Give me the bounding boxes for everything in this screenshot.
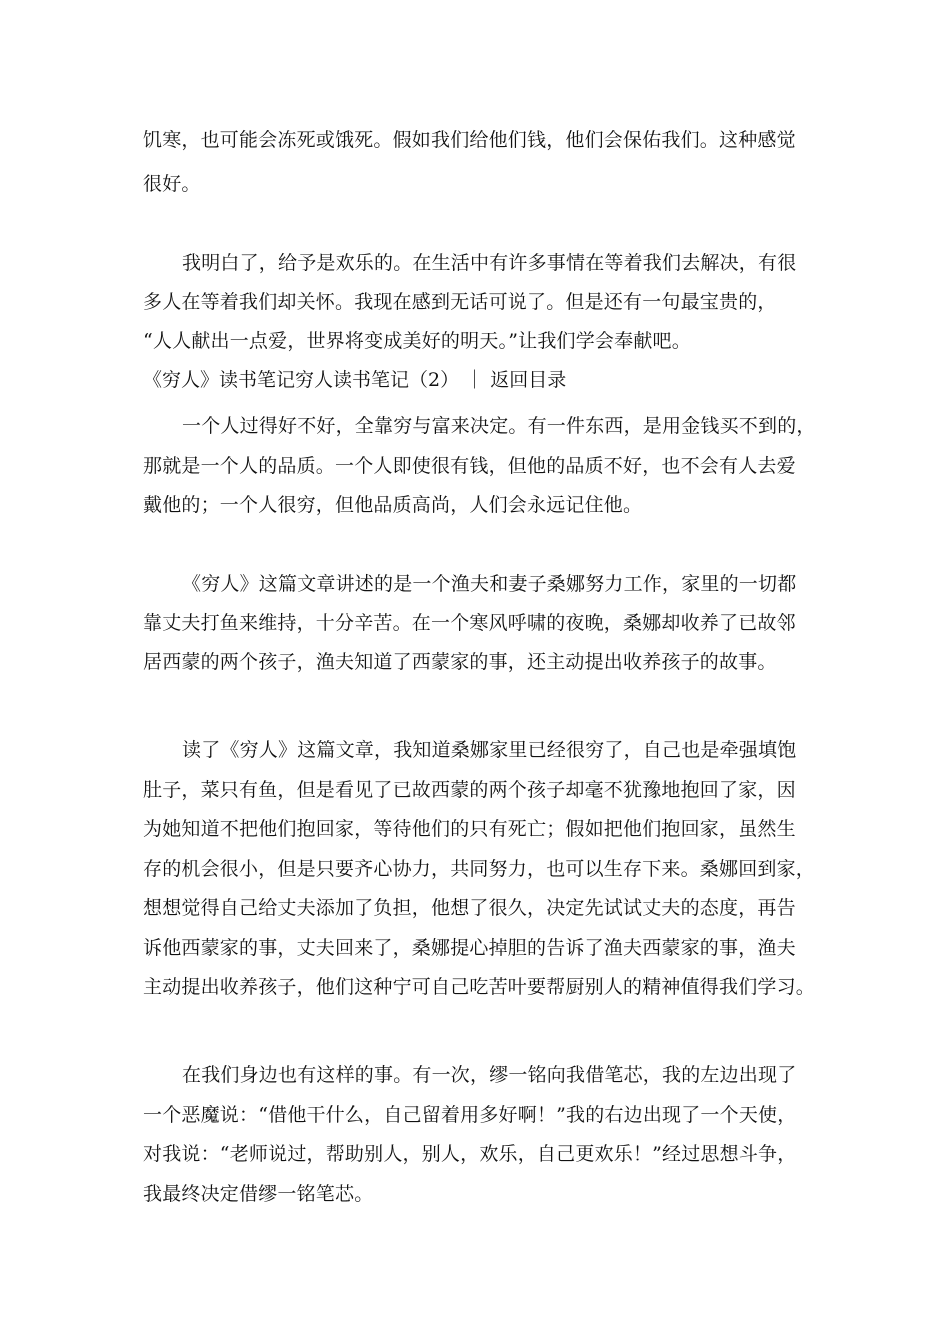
paragraph-4-line-5: 想想觉得自己给丈夫添加了负担，他想了很久，决定先试试丈夫的态度，再告	[143, 897, 796, 919]
section-heading	[143, 368, 566, 392]
heading-separator: ｜	[465, 369, 485, 391]
paragraph-0-line-1: 饥寒，也可能会冻死或饿死。假如我们给他们钱，他们会保佑我们。这种感觉	[143, 129, 796, 151]
section-title: 《穷人》读书笔记穷人读书笔记（2）	[143, 369, 460, 391]
paragraph-4-line-3: 为她知道不把他们抱回家，等待他们的只有死亡；假如把他们抱回家，虽然生	[143, 818, 796, 840]
paragraph-1-line-2: 多人在等着我们却关怀。我现在感到无话可说了。但是还有一句最宝贵的，	[143, 291, 777, 313]
paragraph-4-line-7: 主动提出收养孩子，他们这种宁可自己吃苦叶要帮厨别人的精神值得我们学习。	[143, 976, 816, 998]
paragraph-1-line-1: 我明白了，给予是欢乐的。在生活中有许多事情在等着我们去解决，有很	[182, 252, 797, 274]
paragraph-2-line-1: 一个人过得好不好，全靠穷与富来决定。有一件东西，是用金钱买不到的，	[182, 415, 816, 437]
paragraph-5-line-4: 我最终决定借缪一铭笔芯。	[143, 1183, 374, 1205]
paragraph-3-line-3: 居西蒙的两个孩子，渔夫知道了西蒙家的事，还主动提出收养孩子的故事。	[143, 651, 777, 673]
paragraph-4-line-6: 诉他西蒙家的事，丈夫回来了，桑娜提心掉胆的告诉了渔夫西蒙家的事，渔夫	[143, 937, 796, 959]
paragraph-4-line-2: 肚子，菜只有鱼，但是看见了已故西蒙的两个孩子却毫不犹豫地抱回了家，因	[143, 779, 796, 801]
paragraph-5-line-1: 在我们身边也有这样的事。有一次，缪一铭向我借笔芯，我的左边出现了	[182, 1064, 797, 1086]
paragraph-3-line-2: 靠丈夫打鱼来维持，十分辛苦。在一个寒风呼啸的夜晚，桑娜却收养了已故邻	[143, 612, 796, 634]
paragraph-4-line-1: 读了《穷人》这篇文章，我知道桑娜家里已经很穷了，自己也是牵强填饱	[182, 739, 797, 761]
paragraph-4-line-4: 存的机会很小，但是只要齐心协力，共同努力，也可以生存下来。桑娜回到家，	[143, 858, 816, 880]
paragraph-2-line-3: 戴他的；一个人很穷，但他品质高尚，人们会永远记住他。	[143, 494, 643, 516]
paragraph-5-line-3: 对我说：“老师说过，帮助别人，别人，欢乐，自己更欢乐！”经过思想斗争，	[143, 1143, 797, 1165]
paragraph-2-line-2: 那就是一个人的品质。一个人即使很有钱，但他的品质不好，也不会有人去爱	[143, 455, 796, 477]
paragraph-3-line-1: 《穷人》这篇文章讲述的是一个渔夫和妻子桑娜努力工作，家里的一切都	[182, 573, 797, 595]
paragraph-1-line-3: “人人献出一点爱，世界将变成美好的明天。”让我们学会奉献吧。	[143, 330, 691, 352]
back-to-contents-link[interactable]: 返回目录	[490, 369, 567, 391]
paragraph-0-line-2: 很好。	[143, 173, 201, 195]
paragraph-5-line-2: 一个恶魔说：“借他干什么，自己留着用多好啊！”我的右边出现了一个天使，	[143, 1104, 797, 1126]
